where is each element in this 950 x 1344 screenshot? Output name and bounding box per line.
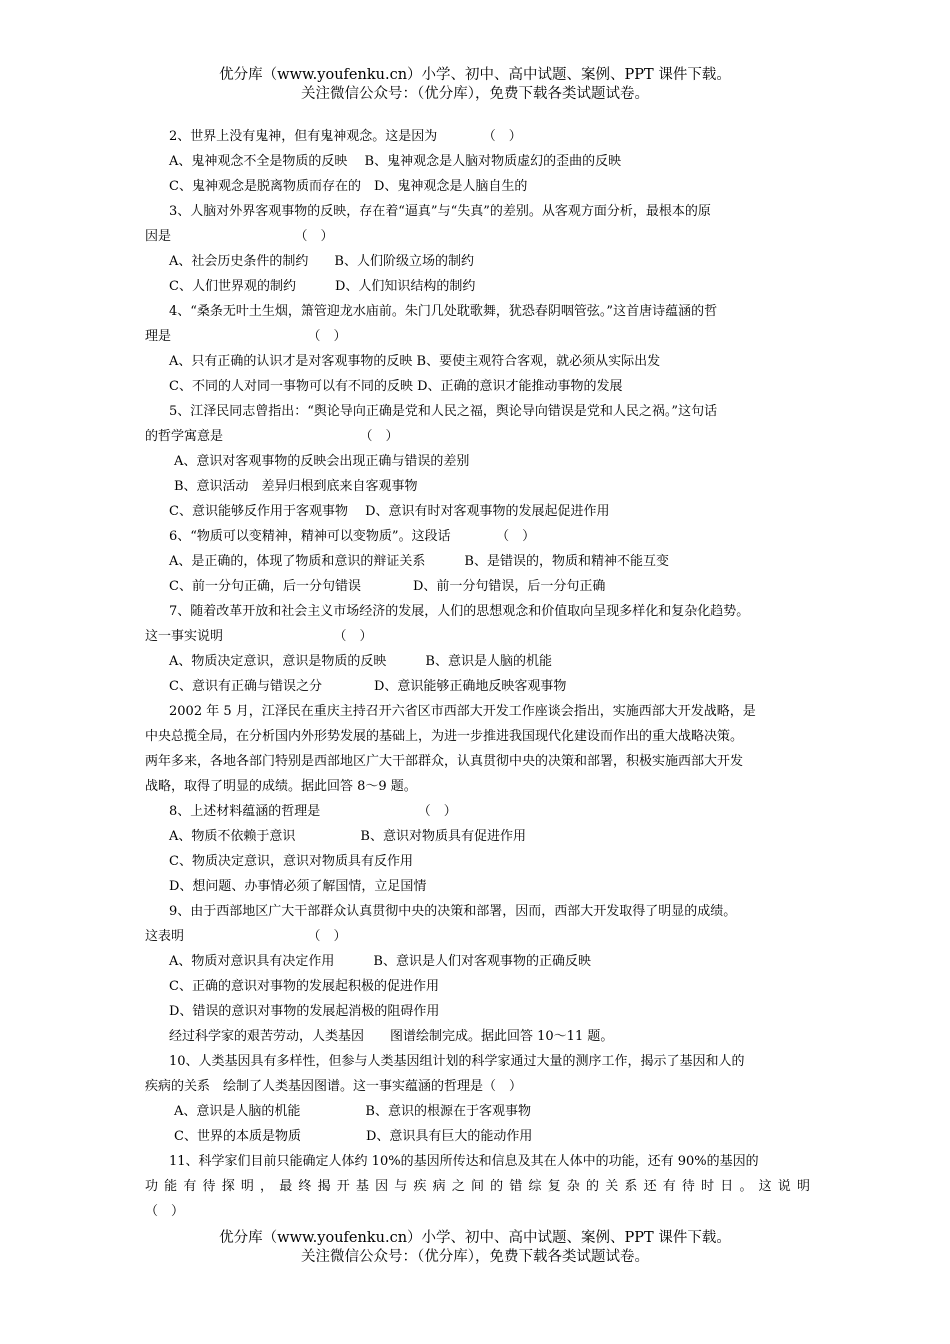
question-5-stem: 5、江泽民同志曾指出：“舆论导向正确是党和人民之福，舆论导向错误是党和人民之祸。”这句话 [169,404,718,419]
question-2-options-ab: A、鬼神观念不全是物质的反映 B、鬼神观念是人脑对物质虚幻的歪曲的反映 [169,154,622,169]
question-body [145,124,810,1224]
question-7-options-cd: C、意识有正确与错误之分 D、意识能够正确地反映客观事物 [169,679,567,694]
page-header [0,66,950,104]
question-11-stem: 11、科学家们目前只能确定人体约 10%的基因所传达和信息及其在人体中的功能，还有 90%的基因的 [169,1154,759,1169]
header-line-2: 关注微信公众号：（优分库），免费下载各类试题试卷。 [301,86,649,102]
question-8-stem: 8、上述材料蕴涵的哲理是 （ ） [169,804,457,819]
question-4-options-ab: A、只有正确的认识才是对客观事物的反映 B、要使主观符合客观，就必须从实际出发 [169,354,661,369]
question-3-stem: 3、人脑对外界客观事物的反映，存在着“逼真”与“失真”的差别。从客观方面分析，最根本的原 [169,204,711,219]
question-9-stem: 9、由于西部地区广大干部群众认真贯彻中央的决策和部署，因而，西部大开发取得了明显的成绩。 [169,904,737,919]
question-9-stem-cont: 这表明 （ ） [145,929,347,944]
question-11-stem-cont: 功能有待探明，最终揭开基因与疾病之间的错综复杂的关系还有待时日。这说明 [145,1179,810,1194]
question-10-stem-cont: 疾病的关系 绘制了人类基因图谱。这一事实蕴涵的哲理是（ ） [145,1079,523,1094]
question-8-options-ab: A、物质不依赖于意识 B、意识对物质具有促进作用 [169,829,526,844]
footer-line-1: 优分库（www.youfenku.cn）小学、初中、高中试题、案例、PPT 课件下载。 [219,1230,731,1246]
question-3-stem-cont: 因是 （ ） [145,229,334,244]
question-8-option-d: D、想问题、办事情必须了解国情，立足国情 [169,879,427,894]
question-3-options-cd: C、人们世界观的制约 D、人们知识结构的制约 [169,279,476,294]
material-paragraph-line-2: 中央总揽全局，在分析国内外形势发展的基础上，为进一步推进我国现代化建设而作出的重大战略决策。 [145,729,744,744]
question-2-stem: 2、世界上没有鬼神，但有鬼神观念。这是因为 （ ） [169,129,522,144]
question-8-option-c: C、物质决定意识，意识对物质具有反作用 [169,854,413,869]
question-7-stem-cont: 这一事实说明 （ ） [145,629,373,644]
question-4-stem-cont: 理是 （ ） [145,329,347,344]
material-paragraph-line-3: 两年多来，各地各部门特别是西部地区广大干部群众，认真贯彻中央的决策和部署，积极实施西部大开发 [145,754,744,769]
question-7-options-ab: A、物质决定意识，意识是物质的反映 B、意识是人脑的机能 [169,654,552,669]
question-11-answer-bracket: （ ） [145,1204,185,1219]
question-10-options-cd: C、世界的本质是物质 D、意识具有巨大的能动作用 [174,1129,533,1144]
question-4-options-cd: C、不同的人对同一事物可以有不同的反映 D、正确的意识才能推动事物的发展 [169,379,623,394]
question-10-options-ab: A、意识是人脑的机能 B、意识的根源在于客观事物 [174,1104,531,1119]
question-9-options-ab: A、物质对意识具有决定作用 B、意识是人们对客观事物的正确反映 [169,954,591,969]
question-6-options-ab: A、是正确的，体现了物质和意识的辩证关系 B、是错误的，物质和精神不能互变 [169,554,669,569]
header-line-1: 优分库（www.youfenku.cn）小学、初中、高中试题、案例、PPT 课件下载。 [219,67,731,83]
question-5-options-cd: C、意识能够反作用于客观事物 D、意识有时对客观事物的发展起促进作用 [169,504,610,519]
question-2-options-cd: C、鬼神观念是脱离物质而存在的 D、鬼神观念是人脑自生的 [169,179,528,194]
question-9-option-c: C、正确的意识对事物的发展起积极的促进作用 [169,979,439,994]
footer-line-2: 关注微信公众号：（优分库），免费下载各类试题试卷。 [301,1249,649,1265]
question-9-option-d: D、错误的意识对事物的发展起消极的阻碍作用 [169,1004,440,1019]
question-4-stem: 4、“桑条无叶土生烟，箫管迎龙水庙前。朱门几处耽歌舞，犹恐春阴咽管弦。”这首唐诗蕴涵的哲 [169,304,718,319]
material-paragraph-line-4: 战略，取得了明显的成绩。据此回答 8～9 题。 [145,779,417,794]
material-paragraph-line-1: 2002 年 5 月，江泽民在重庆主持召开六省区市西部大开发工作座谈会指出，实施西部大开发战略，是 [169,704,756,719]
question-5-option-a: A、意识对客观事物的反映会出现正确与错误的差别 [174,454,470,469]
question-5-option-b: B、意识活动 差异归根到底来自客观事物 [174,479,418,494]
question-10-stem: 10、人类基因具有多样性，但参与人类基因组计划的科学家通过大量的测序工作，揭示了基因和人的 [169,1054,745,1069]
material-2-intro: 经过科学家的艰苦劳动，人类基因 图谱绘制完成。据此回答 10～11 题。 [169,1029,614,1044]
question-7-stem: 7、随着改革开放和社会主义市场经济的发展，人们的思想观念和价值取向呈现多样化和复杂化趋势。 [169,604,750,619]
question-3-options-ab: A、社会历史条件的制约 B、人们阶级立场的制约 [169,254,474,269]
question-6-options-cd: C、前一分句正确，后一分句错误 D、前一分句错误，后一分句正确 [169,579,606,594]
question-5-stem-cont: 的哲学寓意是 （ ） [145,429,399,444]
question-6-stem: 6、“物质可以变精神，精神可以变物质”。这段话 （ ） [169,529,536,544]
page-footer [0,1229,950,1267]
